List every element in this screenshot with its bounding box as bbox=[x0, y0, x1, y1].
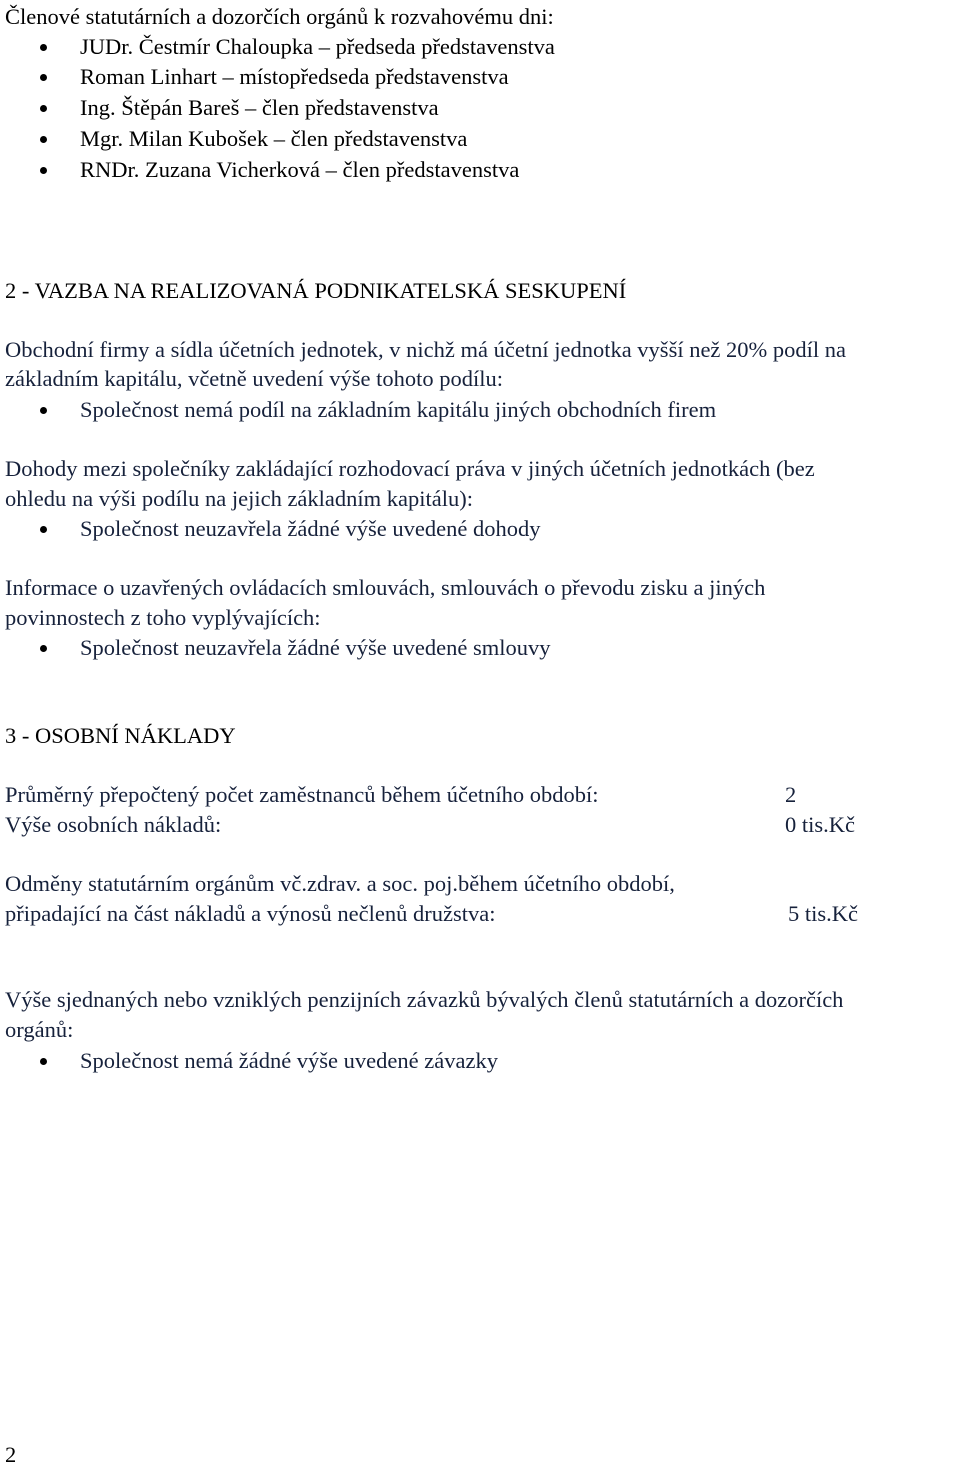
list-item bbox=[0, 1048, 960, 1074]
section2-p2-line1: Dohody mezi společníky zakládající rozhodovací práva v jiných účetních jednotkách (bez bbox=[5, 456, 815, 481]
avg-employees-label: Průměrný přepočtený počet zaměstnanců během účetního období: bbox=[5, 782, 599, 807]
member-item bbox=[0, 157, 960, 183]
bullet-icon bbox=[40, 74, 47, 81]
member-item bbox=[0, 126, 960, 152]
section2-p3-line1: Informace o uzavřených ovládacích smlouvách, smlouvách o převodu zisku a jiných bbox=[5, 575, 766, 600]
section3-heading: 3 - OSOBNÍ NÁKLADY bbox=[5, 723, 236, 748]
list-item bbox=[0, 397, 960, 423]
bullet-icon bbox=[40, 407, 47, 414]
avg-employees-value: 2 bbox=[785, 782, 797, 807]
bullet-icon bbox=[40, 645, 47, 652]
section2-p3-bullet: Společnost neuzavřela žádné výše uvedené smlouvy bbox=[80, 635, 551, 660]
member-text: JUDr. Čestmír Chaloupka – předseda představenstva bbox=[80, 34, 555, 59]
bullet-icon bbox=[40, 136, 47, 143]
member-text: Ing. Štěpán Bareš – člen představenstva bbox=[80, 95, 439, 120]
section2-p1-line1: Obchodní firmy a sídla účetních jednotek, v nichž má účetní jednotka vyšší než 20% podíl na bbox=[5, 337, 847, 362]
personal-costs-value: 0 tis.Kč bbox=[785, 812, 855, 837]
member-text: Roman Linhart – místopředseda představenstva bbox=[80, 64, 509, 89]
section2-p2-bullet: Společnost neuzavřela žádné výše uvedené dohody bbox=[80, 516, 541, 541]
section2-p1-line2: základním kapitálu, včetně uvedení výše tohoto podílu: bbox=[5, 366, 503, 391]
section2-p2-line2: ohledu na výši podílu na jejich základním kapitálu): bbox=[5, 486, 474, 511]
pension-bullet: Společnost nemá žádné výše uvedené závazky bbox=[80, 1048, 498, 1073]
personal-costs-label: Výše osobních nákladů: bbox=[5, 812, 222, 837]
section2-heading: 2 - VAZBA NA REALIZOVANÁ PODNIKATELSKÁ SESKUPENÍ bbox=[5, 278, 627, 303]
bullet-icon bbox=[40, 44, 47, 51]
member-text: Mgr. Milan Kubošek – člen představenstva bbox=[80, 126, 468, 151]
bullet-icon bbox=[40, 1058, 47, 1065]
bullet-icon bbox=[40, 105, 47, 112]
rewards-line1: Odměny statutárním orgánům vč.zdrav. a soc. poj.během účetního období, bbox=[5, 871, 675, 896]
members-intro: Členové statutárních a dozorčích orgánů k rozvahovému dni: bbox=[5, 4, 554, 29]
member-item bbox=[0, 95, 960, 121]
bullet-icon bbox=[40, 167, 47, 174]
member-item bbox=[0, 64, 960, 90]
member-item bbox=[0, 34, 960, 60]
member-text: RNDr. Zuzana Vicherková – člen představenstva bbox=[80, 157, 520, 182]
section2-p3-line2: povinnostech z toho vyplývajících: bbox=[5, 605, 321, 630]
pension-line2: orgánů: bbox=[5, 1017, 74, 1042]
pension-line1: Výše sjednaných nebo vzniklých penzijních závazků bývalých členů statutárních a dozorčích bbox=[5, 987, 844, 1012]
page-number: 2 bbox=[5, 1442, 17, 1467]
list-item bbox=[0, 635, 960, 661]
rewards-value: 5 tis.Kč bbox=[788, 901, 858, 926]
bullet-icon bbox=[40, 526, 47, 533]
section2-p1-bullet: Společnost nemá podíl na základním kapitálu jiných obchodních firem bbox=[80, 397, 717, 422]
rewards-line2: připadající na část nákladů a výnosů nečlenů družstva: bbox=[5, 901, 496, 926]
list-item bbox=[0, 516, 960, 542]
